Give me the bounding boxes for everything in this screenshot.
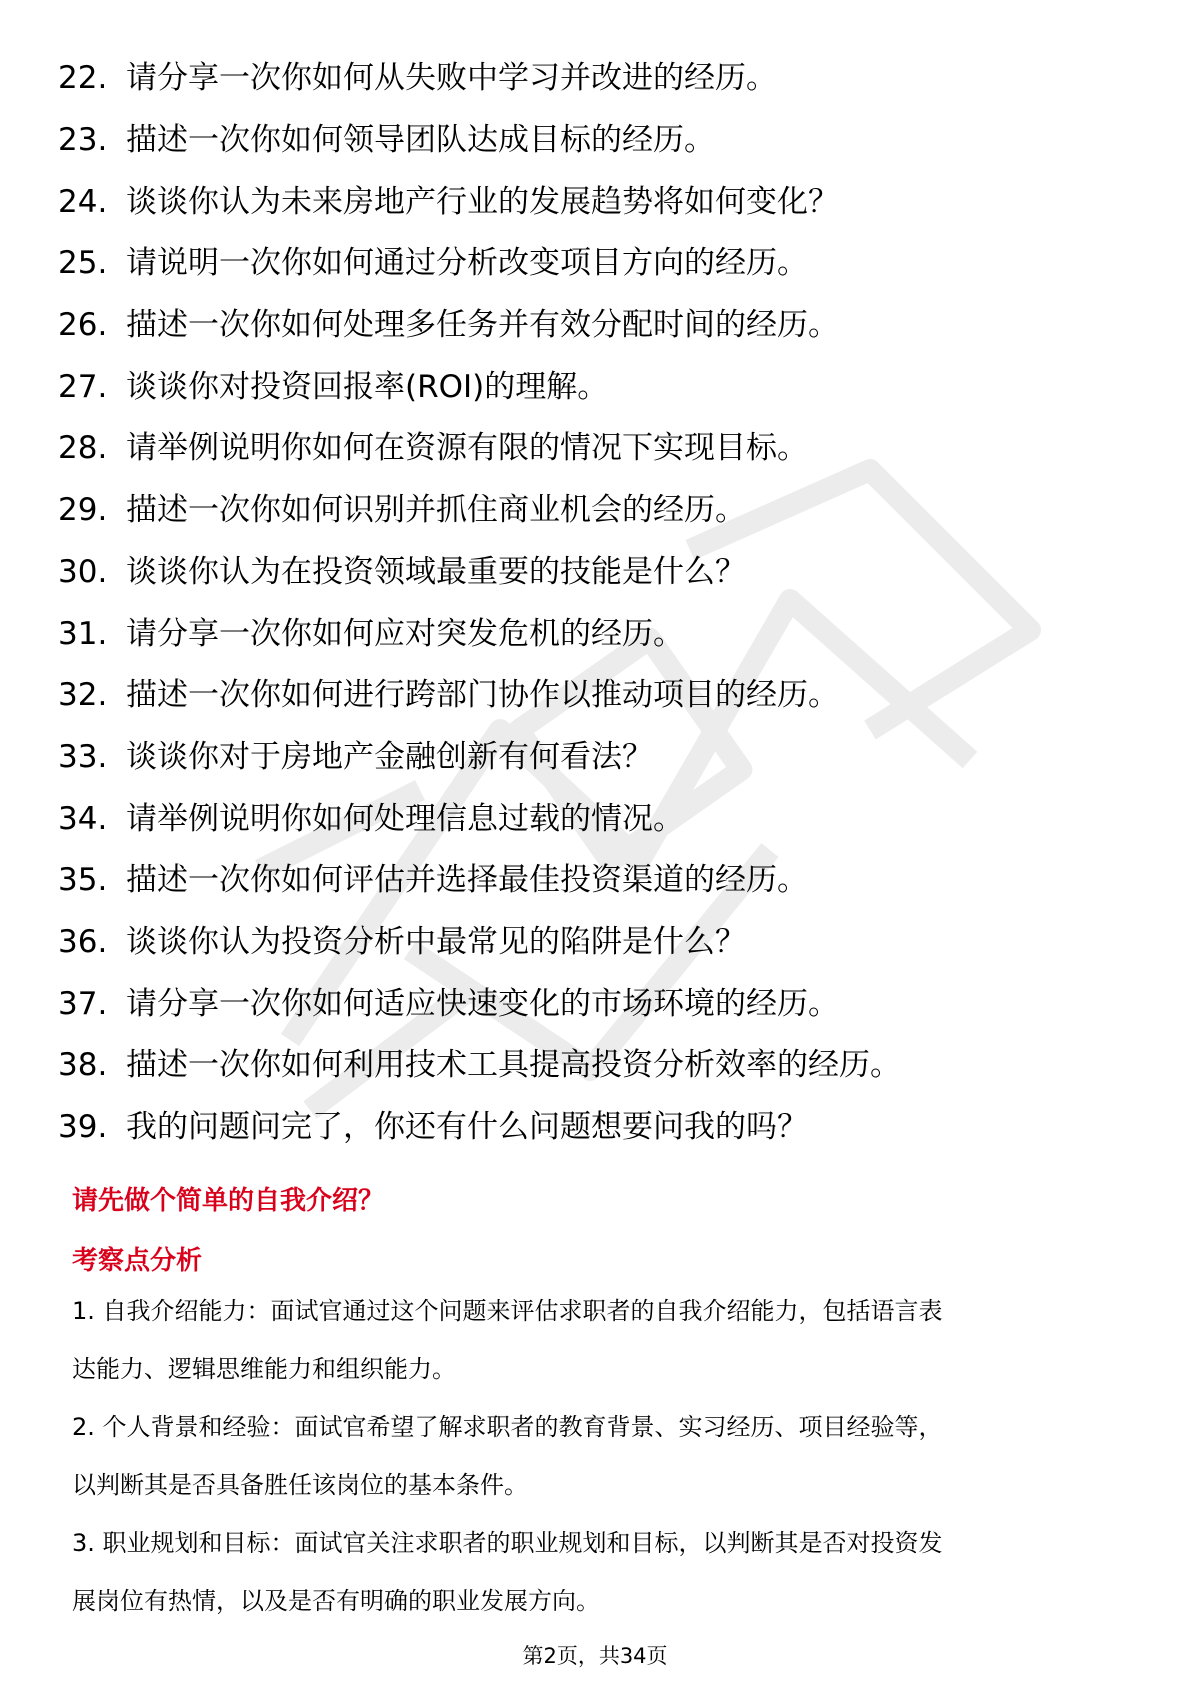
analysis-title: 考察点分析 — [72, 1246, 203, 1276]
question-list — [58, 48, 901, 1158]
question-item — [58, 603, 901, 665]
question-item — [58, 727, 901, 789]
question-item — [58, 110, 901, 172]
question-item — [58, 788, 901, 850]
question-text: 描述一次你如何评估并选择最佳投资渠道的经历。 — [126, 862, 808, 899]
question-item — [58, 1035, 901, 1097]
question-number: 24. — [58, 183, 108, 220]
analysis-body — [72, 1282, 1132, 1630]
question-text: 描述一次你如何进行跨部门协作以推动项目的经历。 — [126, 677, 839, 714]
analysis-line: 2. 个人背景和经验：面试官希望了解求职者的教育背景、实习经历、项目经验等， — [72, 1413, 943, 1441]
question-number: 36. — [58, 923, 108, 960]
section-title: 请先做个简单的自我介绍？ — [72, 1186, 385, 1216]
question-number: 35. — [58, 862, 108, 899]
question-item — [58, 418, 901, 480]
question-number: 34. — [58, 800, 108, 837]
question-number: 27. — [58, 368, 108, 405]
analysis-line: 展岗位有热情，以及是否有明确的职业发展方向。 — [72, 1587, 600, 1615]
question-item — [58, 542, 901, 604]
question-text: 描述一次你如何处理多任务并有效分配时间的经历。 — [126, 307, 839, 344]
question-text: 谈谈你对投资回报率(ROI)的理解。 — [126, 368, 609, 405]
question-number: 25. — [58, 245, 108, 282]
question-item — [58, 295, 901, 357]
question-number: 39. — [58, 1109, 108, 1146]
analysis-line: 达能力、逻辑思维能力和组织能力。 — [72, 1355, 456, 1383]
question-text: 请举例说明你如何在资源有限的情况下实现目标。 — [126, 430, 808, 467]
question-number: 29. — [58, 492, 108, 529]
question-text: 请分享一次你如何适应快速变化的市场环境的经历。 — [126, 985, 839, 1022]
question-item — [58, 850, 901, 912]
question-number: 26. — [58, 307, 108, 344]
question-text: 描述一次你如何识别并抓住商业机会的经历。 — [126, 492, 746, 529]
question-text: 请分享一次你如何从失败中学习并改进的经历。 — [126, 60, 777, 97]
question-number: 33. — [58, 738, 108, 775]
question-text: 谈谈你认为未来房地产行业的发展趋势将如何变化？ — [126, 183, 839, 220]
question-item — [58, 171, 901, 233]
question-text: 描述一次你如何利用技术工具提高投资分析效率的经历。 — [126, 1047, 901, 1084]
question-number: 23. — [58, 122, 108, 159]
page-footer: 第2页，共34页 — [522, 1644, 668, 1668]
question-item — [58, 665, 901, 727]
question-text: 描述一次你如何领导团队达成目标的经历。 — [126, 122, 715, 159]
analysis-line: 以判断其是否具备胜任该岗位的基本条件。 — [72, 1471, 528, 1499]
question-number: 28. — [58, 430, 108, 467]
question-number: 31. — [58, 615, 108, 652]
question-item — [58, 356, 901, 418]
question-text: 谈谈你认为在投资领域最重要的技能是什么？ — [126, 553, 746, 590]
question-number: 37. — [58, 985, 108, 1022]
question-item — [58, 233, 901, 295]
question-text: 请说明一次你如何通过分析改变项目方向的经历。 — [126, 245, 808, 282]
question-text: 请分享一次你如何应对突发危机的经历。 — [126, 615, 684, 652]
question-text: 我的问题问完了，你还有什么问题想要问我的吗？ — [126, 1109, 808, 1146]
question-item — [58, 973, 901, 1035]
question-number: 30. — [58, 553, 108, 590]
question-number: 22. — [58, 60, 108, 97]
question-item — [58, 480, 901, 542]
question-item — [58, 48, 901, 110]
question-item — [58, 912, 901, 974]
question-number: 32. — [58, 677, 108, 714]
analysis-line: 1. 自我介绍能力：面试官通过这个问题来评估求职者的自我介绍能力，包括语言表 — [72, 1297, 943, 1325]
question-text: 谈谈你对于房地产金融创新有何看法？ — [126, 738, 653, 775]
question-text: 谈谈你认为投资分析中最常见的陷阱是什么？ — [126, 923, 746, 960]
analysis-line: 3. 职业规划和目标：面试官关注求职者的职业规划和目标，以判断其是否对投资发 — [72, 1529, 943, 1557]
question-item — [58, 1097, 901, 1159]
question-text: 请举例说明你如何处理信息过载的情况。 — [126, 800, 684, 837]
question-number: 38. — [58, 1047, 108, 1084]
